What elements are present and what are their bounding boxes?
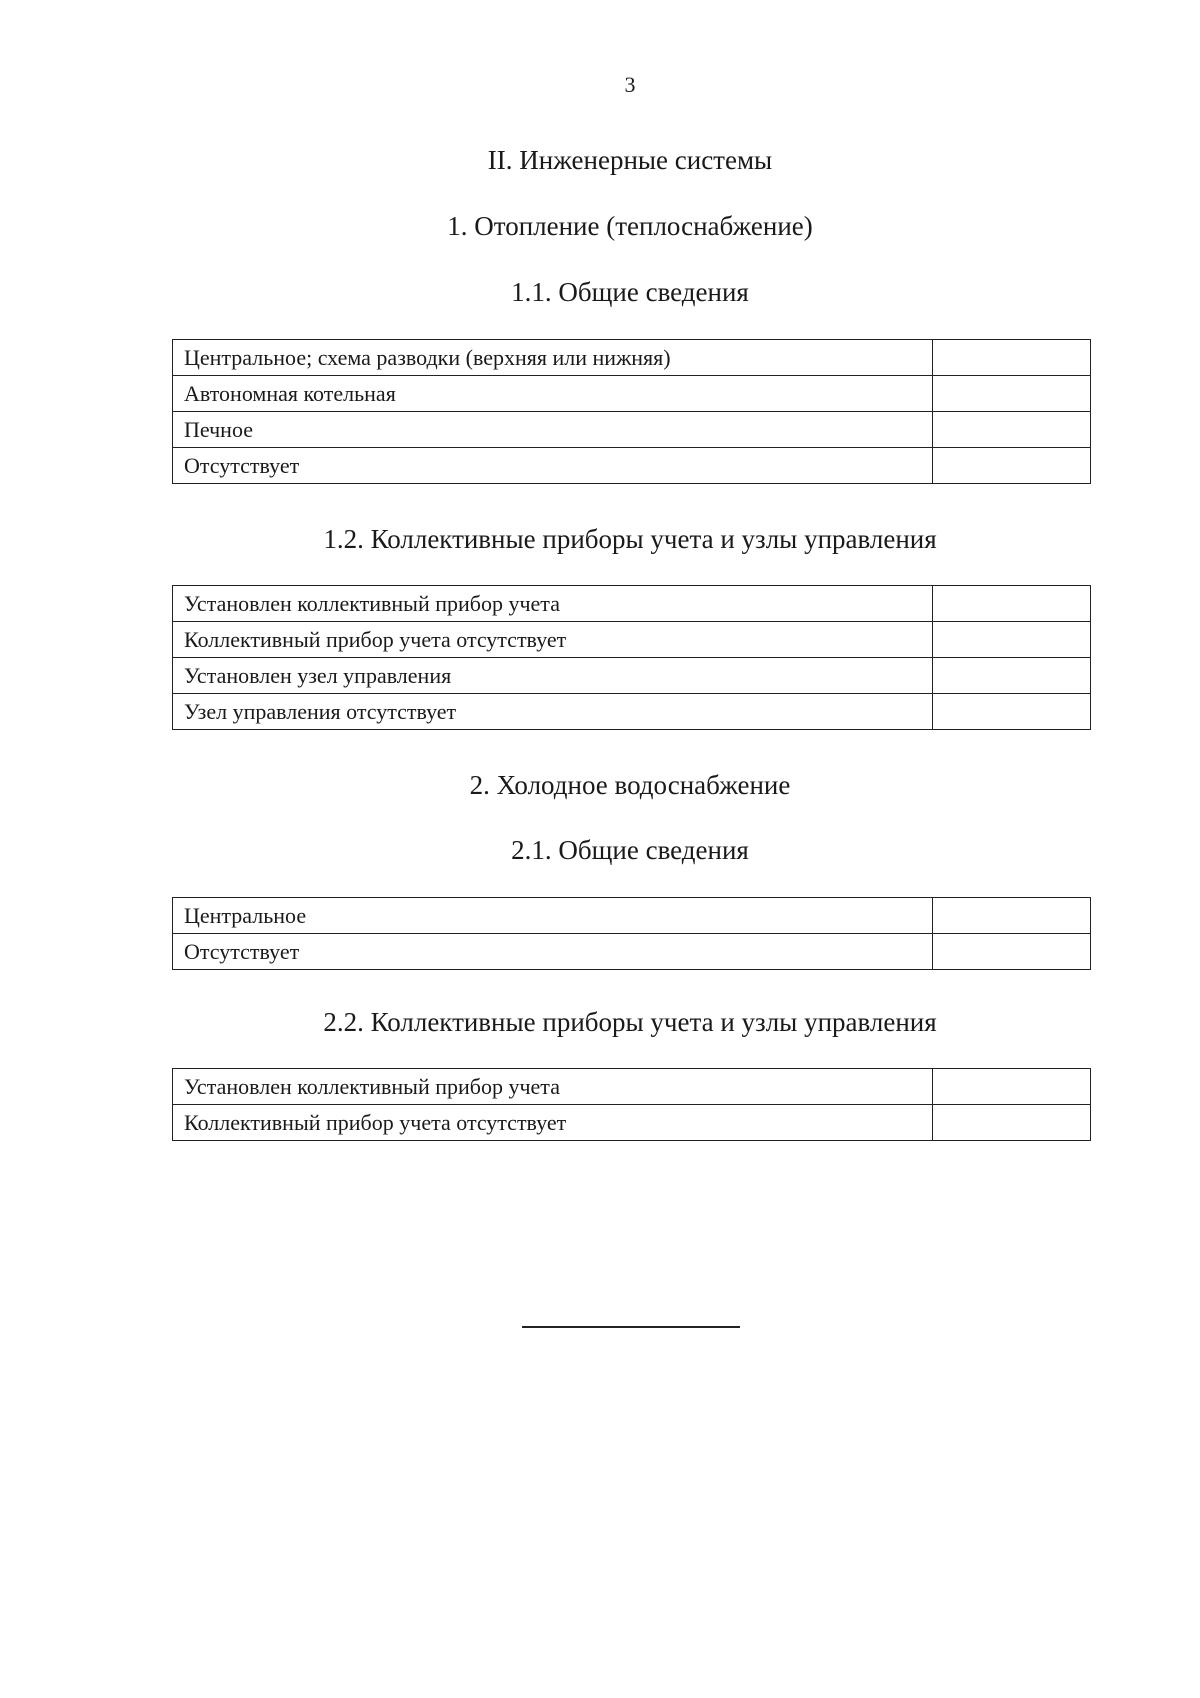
row-label: Отсутствует — [173, 934, 933, 970]
table-row — [173, 586, 1091, 622]
end-divider-line — [522, 1326, 740, 1328]
table-row — [173, 694, 1091, 730]
table-row — [173, 376, 1091, 412]
row-label: Установлен узел управления — [173, 658, 933, 694]
heating-meters-title: 1.2. Коллективные приборы учета и узлы управления — [323, 524, 937, 554]
mark-cell[interactable] — [933, 622, 1091, 658]
table-row — [173, 658, 1091, 694]
table-row — [173, 412, 1091, 448]
row-label: Центральное; схема разводки (верхняя или нижняя) — [173, 340, 933, 376]
mark-cell[interactable] — [933, 658, 1091, 694]
row-label: Установлен коллективный прибор учета — [173, 586, 933, 622]
row-label: Печное — [173, 412, 933, 448]
table-row — [173, 1069, 1091, 1105]
row-label: Автономная котельная — [173, 376, 933, 412]
table-row — [173, 1105, 1091, 1141]
table-row — [173, 622, 1091, 658]
cold-water-title: 2. Холодное водоснабжение — [469, 770, 791, 800]
row-label: Коллективный прибор учета отсутствует — [173, 622, 933, 658]
heating-meters-table — [172, 585, 1091, 730]
row-label: Коллективный прибор учета отсутствует — [173, 1105, 933, 1141]
row-label: Установлен коллективный прибор учета — [173, 1069, 933, 1105]
table-row — [173, 934, 1091, 970]
table-row — [173, 340, 1091, 376]
row-label: Отсутствует — [173, 448, 933, 484]
page-number: 3 — [624, 72, 636, 97]
mark-cell[interactable] — [933, 340, 1091, 376]
mark-cell[interactable] — [933, 376, 1091, 412]
cold-water-general-table — [172, 897, 1091, 970]
mark-cell[interactable] — [933, 898, 1091, 934]
cold-water-meters-table — [172, 1068, 1091, 1141]
mark-cell[interactable] — [933, 1069, 1091, 1105]
cold-water-general-title: 2.1. Общие сведения — [511, 835, 749, 865]
mark-cell[interactable] — [933, 448, 1091, 484]
section-title: II. Инженерные системы — [487, 145, 773, 175]
mark-cell[interactable] — [933, 694, 1091, 730]
mark-cell[interactable] — [933, 412, 1091, 448]
heating-general-table — [172, 339, 1091, 484]
cold-water-meters-title: 2.2. Коллективные приборы учета и узлы управления — [323, 1007, 937, 1037]
heating-general-title: 1.1. Общие сведения — [511, 277, 749, 307]
mark-cell[interactable] — [933, 586, 1091, 622]
mark-cell[interactable] — [933, 1105, 1091, 1141]
mark-cell[interactable] — [933, 934, 1091, 970]
row-label: Центральное — [173, 898, 933, 934]
row-label: Узел управления отсутствует — [173, 694, 933, 730]
table-row — [173, 898, 1091, 934]
table-row — [173, 448, 1091, 484]
heating-title: 1. Отопление (теплоснабжение) — [447, 211, 813, 241]
